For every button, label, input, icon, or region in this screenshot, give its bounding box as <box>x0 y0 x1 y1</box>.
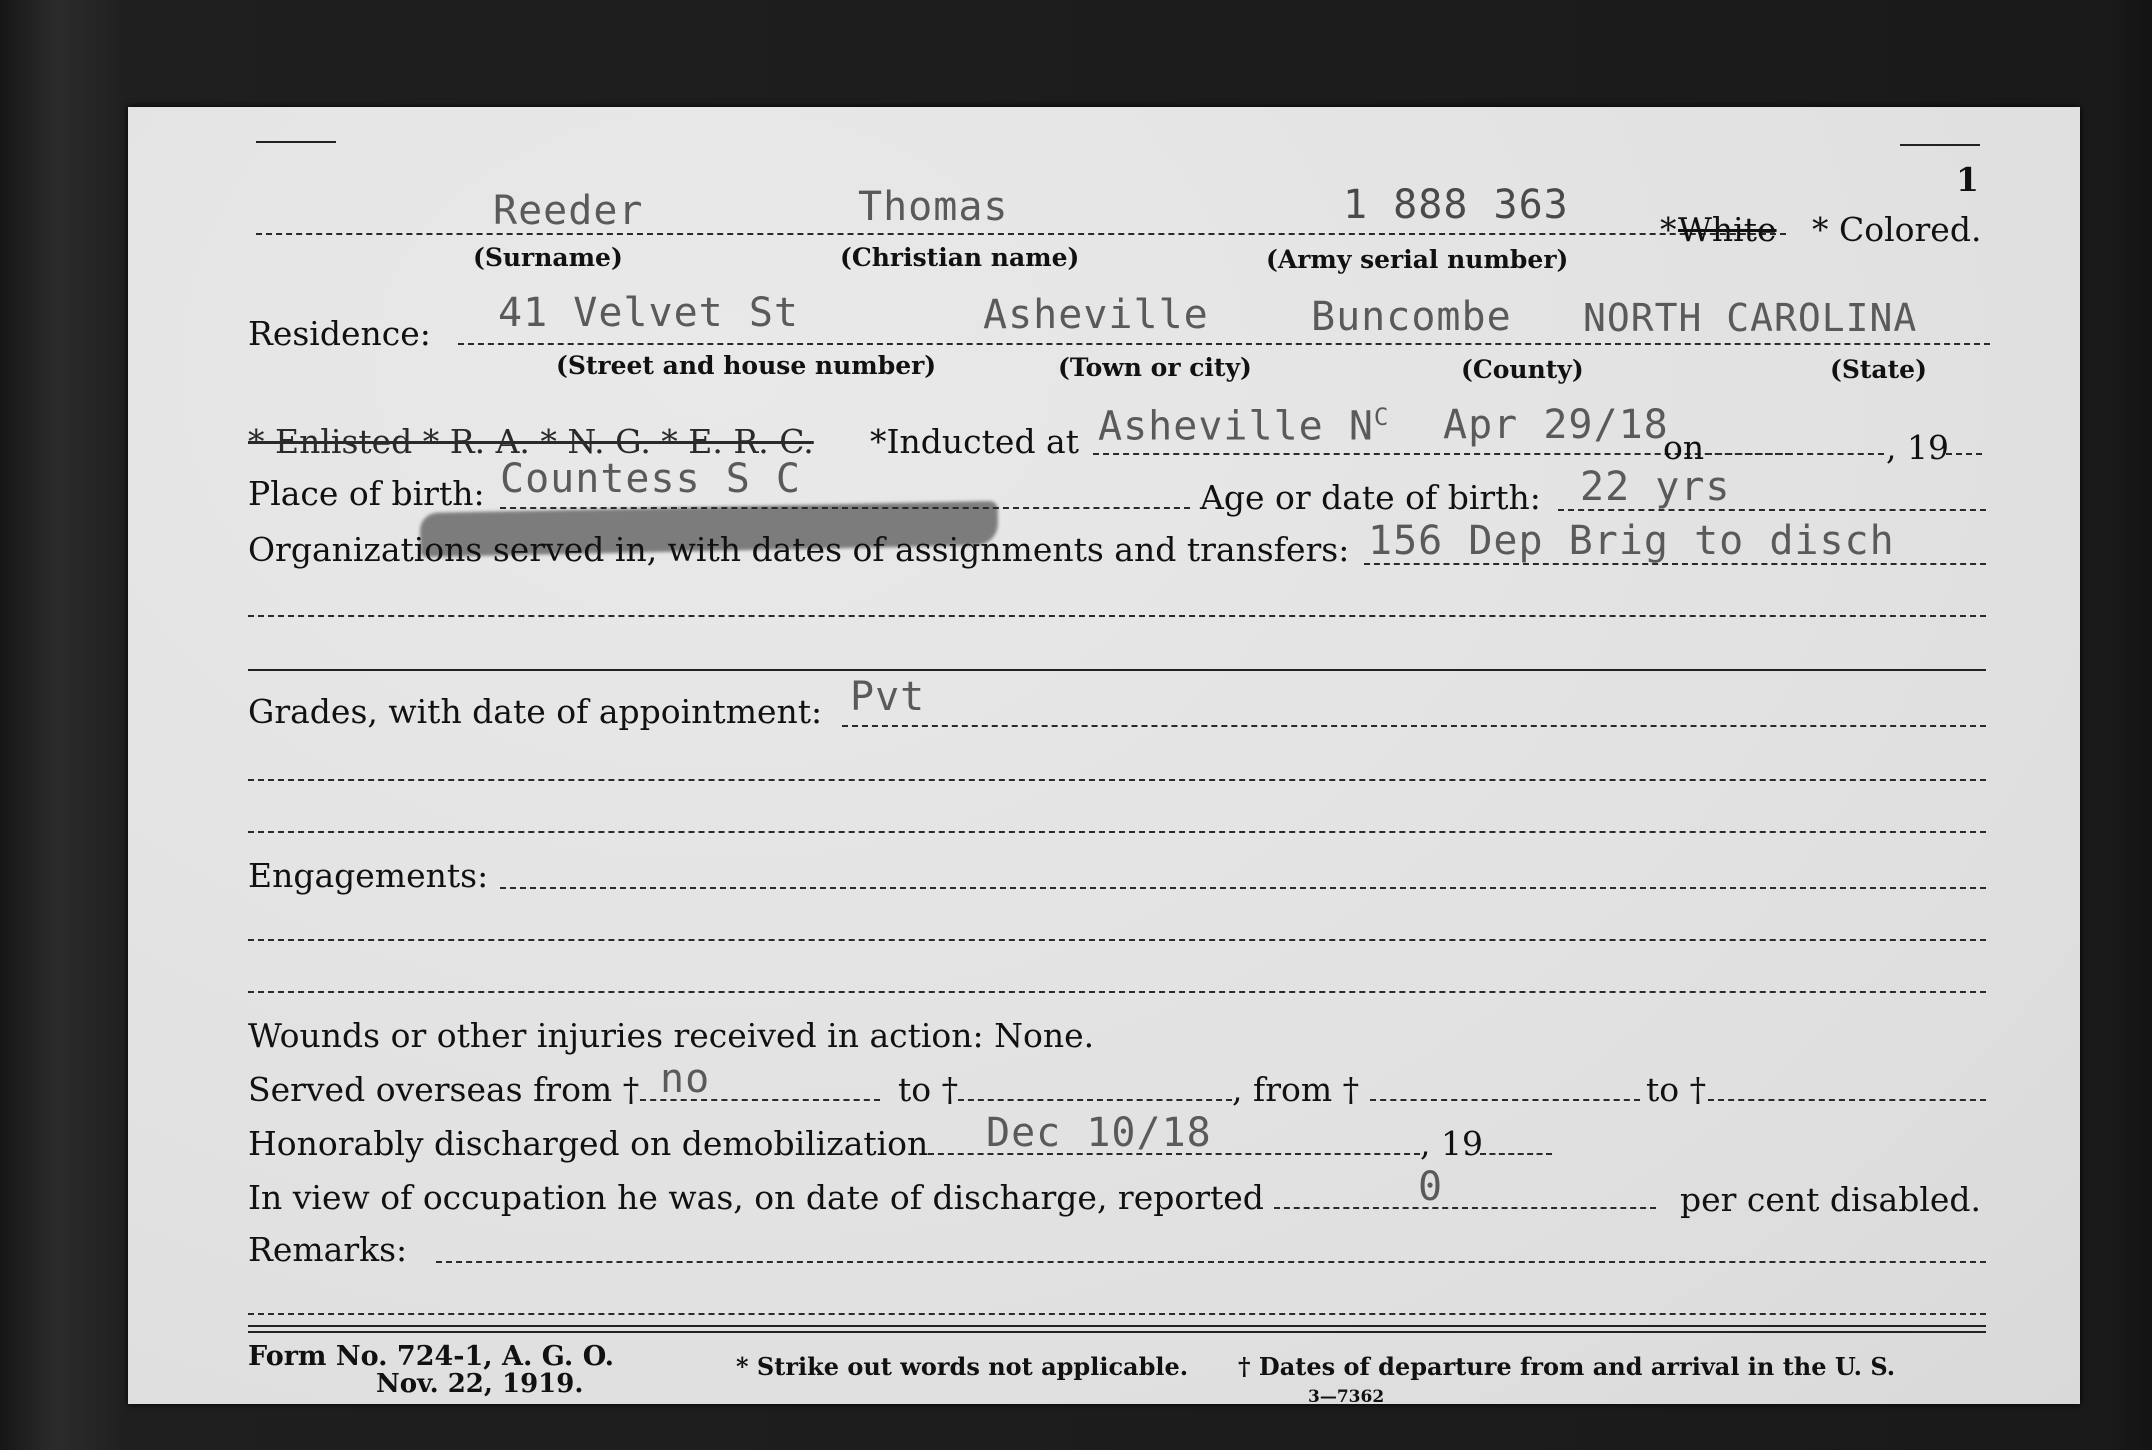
discharge-year-line <box>1480 1153 1552 1155</box>
overseas-to2-line <box>1708 1099 1986 1101</box>
inducted-state-sup: C <box>1373 403 1390 431</box>
organizations-value: 156 Dep Brig to disch <box>1368 518 1895 564</box>
county-value: Buncombe <box>1311 294 1512 340</box>
serial-number-caption: (Army serial number) <box>1266 245 1569 274</box>
residence-line <box>458 343 1990 345</box>
dates-note: † Dates of departure from and arrival in the U. S. <box>1238 1352 1896 1381</box>
surname-value: Reeder <box>493 188 644 234</box>
discharge-line <box>928 1153 1420 1155</box>
overseas-to2-label: to † <box>1646 1070 1707 1109</box>
organizations-line-3 <box>248 669 1986 671</box>
age-line <box>1558 509 1986 511</box>
discharge-year-label: , 19 <box>1420 1124 1483 1163</box>
grades-line-3 <box>248 831 1986 833</box>
on-label: on <box>1663 428 1705 467</box>
race-white-struck: White <box>1678 210 1777 249</box>
christian-name-caption: (Christian name) <box>840 243 1080 272</box>
race-colored: * Colored. <box>1812 210 1982 249</box>
town-caption: (Town or city) <box>1058 353 1252 382</box>
age-label: Age or date of birth: <box>1200 478 1541 517</box>
remarks-label: Remarks: <box>248 1230 408 1269</box>
service-record-card <box>128 107 2080 1407</box>
overseas-from-value: no <box>660 1056 711 1102</box>
christian-name-value: Thomas <box>858 184 1009 230</box>
card-number: 1 <box>1956 160 1979 199</box>
age-value: 22 yrs <box>1580 464 1731 510</box>
discharge-label: Honorably discharged on demobilization <box>248 1124 929 1163</box>
residence-label: Residence: <box>248 314 431 353</box>
overseas-label: Served overseas from † <box>248 1070 640 1109</box>
enlistment-struck-options: * Enlisted * R. A. * N. G. * E. R. C. <box>248 422 814 461</box>
place-of-birth-line <box>500 507 1190 509</box>
inducted-place-value <box>1098 403 1390 450</box>
engagements-line-1 <box>500 887 1986 889</box>
inducted-label: *Inducted at <box>870 422 1079 461</box>
organizations-line-1 <box>1364 563 1986 565</box>
engagements-label: Engagements: <box>248 856 489 895</box>
town-value: Asheville <box>983 292 1209 338</box>
wounds-label: Wounds or other injuries received in action: None. <box>248 1016 1095 1055</box>
top-right-rule <box>1900 144 1980 146</box>
overseas-to-line <box>958 1099 1232 1101</box>
state-caption: (State) <box>1830 355 1927 384</box>
footer-rule-1 <box>248 1325 1986 1327</box>
place-of-birth-value: Countess S C <box>500 456 801 502</box>
disability-label: In view of occupation he was, on date of discharge, reported <box>248 1178 1264 1217</box>
footer-rule-2 <box>248 1331 1986 1333</box>
inducted-place-text: Asheville N <box>1098 403 1374 450</box>
form-date: Nov. 22, 1919. <box>376 1369 584 1399</box>
remarks-line-1 <box>436 1261 1986 1263</box>
overseas-to-label: to † <box>898 1070 959 1109</box>
organizations-line-2 <box>248 615 1986 617</box>
place-of-birth-label: Place of birth: <box>248 474 485 513</box>
engagements-line-2 <box>248 939 1986 941</box>
disability-value: 0 <box>1418 1164 1444 1210</box>
surname-caption: (Surname) <box>473 243 623 272</box>
grades-line-1 <box>842 725 1986 727</box>
serial-number-value: 1 888 363 <box>1343 182 1569 228</box>
street-value: 41 Velvet St <box>498 290 799 336</box>
on-line <box>1706 453 1884 455</box>
organizations-label: Organizations served in, with dates of assignments and transfers: <box>248 530 1350 569</box>
grades-label: Grades, with date of appointment: <box>248 692 823 731</box>
county-caption: (County) <box>1461 355 1584 384</box>
engagements-line-3 <box>248 991 1986 993</box>
race-star: * <box>1660 210 1677 249</box>
grades-line-2 <box>248 779 1986 781</box>
state-value: NORTH CAROLINA <box>1583 296 1918 340</box>
disability-line <box>1274 1207 1656 1209</box>
form-number: Form No. 724-1, A. G. O. <box>248 1341 615 1372</box>
year-label: , 19 <box>1886 428 1949 467</box>
overseas-from2-label: , from † <box>1232 1070 1360 1109</box>
inducted-date-value: Apr 29/18 <box>1443 402 1669 448</box>
year-line <box>1946 453 1982 455</box>
remarks-line-2 <box>248 1313 1986 1315</box>
top-left-rule <box>256 141 336 143</box>
street-caption: (Street and house number) <box>556 351 937 380</box>
overseas-from-line <box>640 1099 880 1101</box>
discharge-value: Dec 10/18 <box>986 1110 1212 1156</box>
overseas-from2-line <box>1370 1099 1640 1101</box>
strike-out-note: * Strike out words not applicable. <box>736 1352 1189 1381</box>
disability-suffix: per cent disabled. <box>1680 1180 1982 1219</box>
name-line <box>256 233 1786 235</box>
grades-value: Pvt <box>850 674 926 720</box>
print-code: 3—7362 <box>1308 1387 1385 1407</box>
